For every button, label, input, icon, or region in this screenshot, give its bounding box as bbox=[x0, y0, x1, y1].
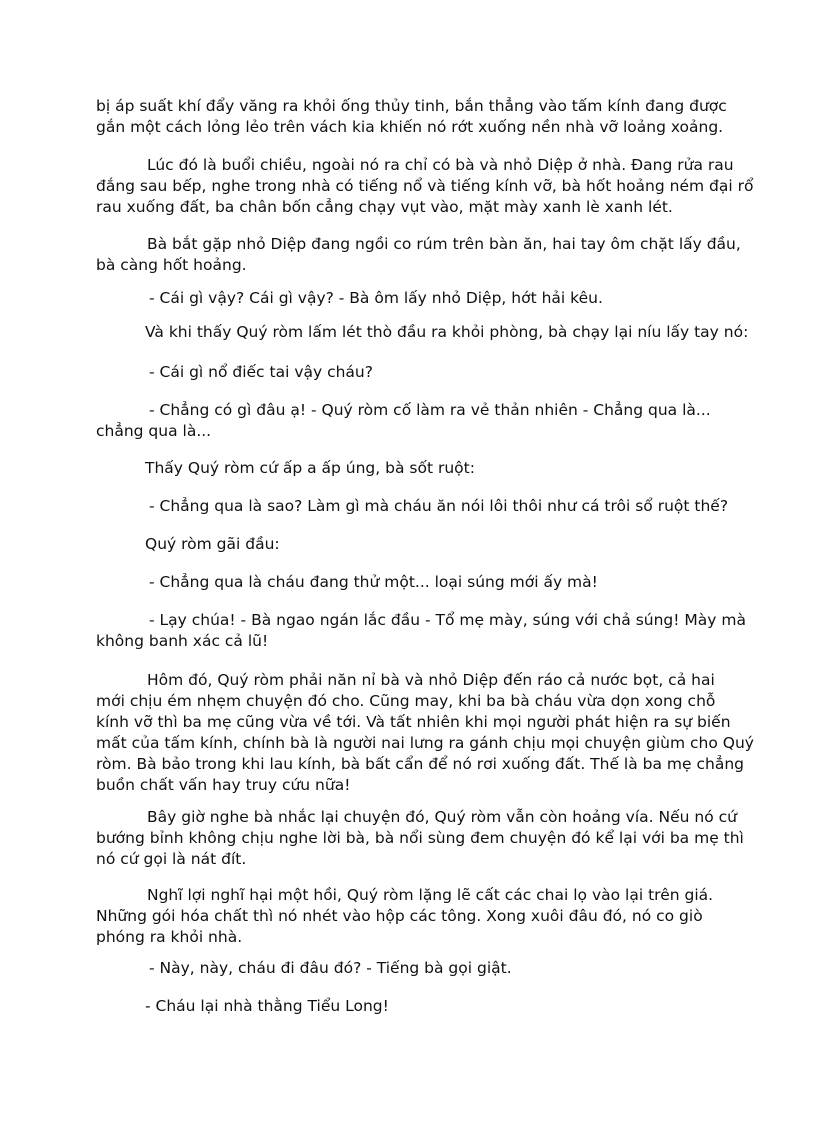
text-line: - Cháu lại nhà thằng Tiểu Long! bbox=[145, 997, 389, 1015]
text-line: Những gói hóa chất thì nó nhét vào hộp các tông. Xong xuôi đâu đó, nó co giò bbox=[96, 907, 703, 925]
text-line: - Này, này, cháu đi đâu đó? - Tiếng bà gọi giật. bbox=[149, 959, 512, 977]
paragraph-13 bbox=[96, 670, 754, 796]
text-line: - Cái gì vậy? Cái gì vậy? - Bà ôm lấy nhỏ Diệp, hớt hải kêu. bbox=[149, 289, 603, 307]
paragraph-3 bbox=[96, 234, 741, 276]
text-line: rau xuống đất, ba chân bốn cẳng chạy vụt vào, mặt mày xanh lè xanh lét. bbox=[96, 198, 673, 216]
text-line: chẳng qua là... bbox=[96, 422, 212, 440]
text-line: ròm. Bà bảo trong khi lau kính, bà bất cẩn để nó rơi xuống đất. Thế là ba mẹ chẳng bbox=[96, 755, 744, 773]
paragraph-10 bbox=[96, 534, 736, 555]
text-line: Hôm đó, Quý ròm phải năn nỉ bà và nhỏ Diệp đến ráo cả nước bọt, cả hai bbox=[147, 671, 715, 689]
paragraph-7 bbox=[96, 400, 736, 442]
text-line: buồn chất vấn hay truy cứu nữa! bbox=[96, 776, 351, 794]
text-line: - Cái gì nổ điếc tai vậy cháu? bbox=[149, 363, 373, 381]
text-line: - Lạy chúa! - Bà ngao ngán lắc đầu - Tổ mẹ mày, súng với chả súng! Mày mà bbox=[149, 611, 746, 629]
paragraph-1 bbox=[96, 96, 736, 138]
text-line: mới chịu ém nhẹm chuyện đó cho. Cũng may, khi ba bà cháu vừa dọn xong chỗ bbox=[96, 692, 716, 710]
text-line: kính vỡ thì ba mẹ cũng vừa về tới. Và tất nhiên khi mọi người phát hiện ra sự biến bbox=[96, 713, 731, 731]
text-line: - Chẳng qua là cháu đang thử một... loại súng mới ấy mà! bbox=[149, 573, 598, 591]
text-line: Thấy Quý ròm cứ ấp a ấp úng, bà sốt ruột: bbox=[145, 459, 475, 477]
text-line: không banh xác cả lũ! bbox=[96, 632, 269, 650]
text-line: bướng bỉnh không chịu nghe lời bà, bà nổi sùng đem chuyện đó kể lại với ba mẹ thì bbox=[96, 829, 744, 847]
text-line: - Chẳng có gì đâu ạ! - Quý ròm cố làm ra vẻ thản nhiên - Chẳng qua là... bbox=[149, 401, 711, 419]
paragraph-4 bbox=[96, 288, 736, 309]
text-line: gắn một cách lỏng lẻo trên vách kia khiến nó rớt xuống nền nhà vỡ loảng xoảng. bbox=[96, 118, 724, 136]
text-line: Bà bắt gặp nhỏ Diệp đang ngồi co rúm trên bàn ăn, hai tay ôm chặt lấy đầu, bbox=[147, 235, 741, 253]
paragraph-5 bbox=[96, 322, 749, 343]
text-line: Nghĩ lợi nghĩ hại một hồi, Quý ròm lặng lẽ cất các chai lọ vào lại trên giá. bbox=[147, 886, 714, 904]
paragraph-17 bbox=[96, 996, 736, 1017]
text-line: Bây giờ nghe bà nhắc lại chuyện đó, Quý ròm vẫn còn hoảng vía. Nếu nó cứ bbox=[147, 808, 737, 826]
text-line: Quý ròm gãi đầu: bbox=[145, 535, 280, 553]
text-line: bị áp suất khí đẩy văng ra khỏi ống thủy tinh, bắn thẳng vào tấm kính đang được bbox=[96, 97, 727, 115]
text-line: Lúc đó là buổi chiều, ngoài nó ra chỉ có bà và nhỏ Diệp ở nhà. Đang rửa rau bbox=[147, 156, 734, 174]
paragraph-12 bbox=[96, 610, 746, 652]
paragraph-8 bbox=[96, 458, 736, 479]
paragraph-15 bbox=[96, 885, 736, 948]
text-line: - Chẳng qua là sao? Làm gì mà cháu ăn nói lôi thôi như cá trôi sổ ruột thế? bbox=[149, 497, 729, 515]
paragraph-6 bbox=[96, 362, 736, 383]
paragraph-11 bbox=[96, 572, 736, 593]
paragraph-2 bbox=[96, 155, 754, 218]
paragraph-14 bbox=[96, 807, 744, 870]
paragraph-16 bbox=[96, 958, 736, 979]
text-line: nó cứ gọi là nát đít. bbox=[96, 850, 247, 868]
text-line: mất của tấm kính, chính bà là người nai lưng ra gánh chịu mọi chuyện giùm cho Quý bbox=[96, 734, 754, 752]
text-line: bà càng hốt hoảng. bbox=[96, 256, 247, 274]
paragraph-9 bbox=[96, 496, 736, 517]
text-line: đắng sau bếp, nghe trong nhà có tiếng nổ và tiếng kính vỡ, bà hốt hoảng ném đại rổ bbox=[96, 177, 754, 195]
text-line: phóng ra khỏi nhà. bbox=[96, 928, 243, 946]
text-line: Và khi thấy Quý ròm lấm lét thò đầu ra khỏi phòng, bà chạy lại níu lấy tay nó: bbox=[145, 323, 749, 341]
